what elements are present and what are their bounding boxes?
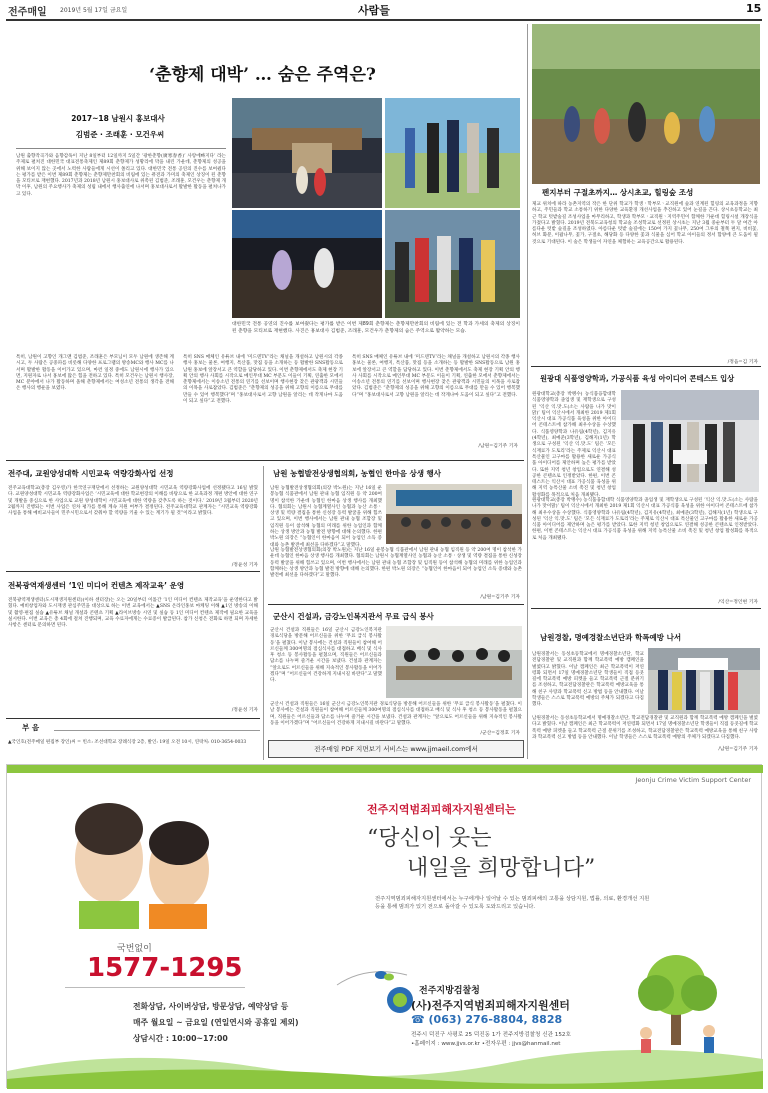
right-mid-body-a: 원광대학교(총장 박맹수) 농식품융합대학 식품영양학과 졸업생 및 재학생으로 구성된 ‘익산 익.맛.도(소는 사람을 나가 맛이맑)’ 팀이 익산시에서 개최한 2019 제1회 익산시 대표 가공식품 육성을 위한 아이디어 콘테스트에 참가해 최우수상을 수상했다. 식품영양학과 나유림(4학년), 김지유(4학년), 최예준(3학년), 김해지(1년) 학생으로 구성된 ‘익산 익.맛.도’ 팀은 ‘모든 식재료가 도토리’라는 주제로 익산시 대표 특산물인 고구마를 활용한 새로운 가공식품 아이디어를 제안하며 높은 평가를 받았다. 또한 지역 청년 창업으로도 연결해 성공한 콘텐츠로 인정받았다. 한편, 이번 콘테스트는 익산시 대표 가공식품 육성을 위해 지역 농특산물 소비 촉진 및 청년 창업 활성화를 목적으로 처음 개최됐다. (532, 392, 616, 498)
mid-left-body-2: 전북광역재생센터(도시재생지원센터)(이하 센터장)는 오는 20일부터 이틀간 ‘1인 미디어 컨텐츠 제작교육’을 운영한다고 밝혔다. 예비창업자와 도시재생 관심주민을 대상으로 하는 이번 교육에서는 ▲SNS 온라인홍보 마케팅 이해 ▲1인 방송의 이해 및 촬영·편집 실습 ▲유튜브 채널 개설과 콘텐츠 기획 ▲라이브방송 시연 및 실습 등 1인 미디어 컨텐츠 제작에 필요한 교육을 실시한다. 이번 교육은 총 4회에 걸쳐 진행되며, 교육 수료자에게는 수료증이 발급된다. 참가 신청은 전화로 하면 되며 자세한 사항은 센터로 문의하면 된다. (8, 598, 258, 629)
masthead-paper: 전주매일 (8, 7, 47, 18)
masthead-date: 2019년 5월 17일 금요일 (60, 7, 128, 14)
photo-free-meal (386, 626, 522, 698)
mid-left-title-2: 전북광역재생센터 ‘1인 미디어 컨텐츠 제작교육’ 운영 (8, 581, 185, 590)
right-mid-rule (531, 608, 761, 609)
right-bottom-title: 남원경찰, 명예경찰소년단과 학폭예방 나서 (540, 633, 682, 642)
mid-left-title-1: 전주대, 교원양성대학 시민교육 역량강화사업 선정 (8, 469, 174, 478)
ad-web[interactable]: •홈페이지 : www.jjvs.or.kr •전자우편 : jjvs@hanmail.net (411, 1041, 561, 1047)
page-number: 15 (746, 2, 762, 15)
feature-bottom-rule (6, 460, 524, 461)
feature-title: ‘춘향제 대박’ … 숨은 주역은? (149, 65, 376, 85)
ad-description: 전주지역범죄피해자지원센터에서는 누구에게나 일어날 수 있는 범죄피해의 고통을 상담지원, 법률, 의료, 환경개선 지원 등을 통해 범죄가 있기 전으로 돌아갈 수 있도록 도와드리고 있습니다. (375, 896, 650, 910)
mid-center-byline-2: /군산=김정호 기자 (480, 731, 520, 736)
mid-center-body-2b: 군산시 건설과 직원들은 16일 군산시 금강노인복지관 경로식당을 방문해 어르신들을 위한 ‘무료 급식 봉사활동’을 펼쳤다. 이날 봉사에는 건설과 직원들이 참여해 어르신들께 300여명의 점심식사를 대접하고 배식 및 식사 후 청소 등 봉사활동을 펼쳤으며, 직원들은 어르신들과 담소를 나누며 즐거운 시간을 보냈다. 건설과 관계자는 “앞으로도 어르신들을 위해 지속적인 봉사활동을 이어가겠다”며 “어르신들이 건강하게 지내시길 바란다”고 말했다. (270, 702, 522, 726)
feature-subtitle: 2017~18 남원시 홍보대사 (71, 114, 165, 123)
feature-names: 김범준 · 조래훈 · 모건우씨 (75, 130, 165, 139)
photo-chunhyang-stage (232, 98, 382, 208)
mid-left-byline-2: /정윤성 기자 (231, 708, 258, 713)
obit-heading: 부 음 (22, 723, 40, 732)
mid-center-title-2: 군산시 건설과, 금강노인복지관서 무료 급식 봉사 (273, 612, 434, 621)
right-mid-title: 원광대 식품영양학과, 가공식품 육성 아이디어 콘테스트 입상 (540, 374, 735, 383)
right-top-byline: /정읍=김 기자 (727, 360, 758, 365)
section-title: 사람들 (358, 4, 390, 17)
mid-left-rule-1 (6, 571, 260, 572)
right-bottom-body-a: 남원경찰서는 동성초등학교에서 명예경찰소년단, 학교전담경찰관 및 교직원과 함께 학교폭력 예방 캠페인을 벌였다고 밝혔다. 이날 캠페인은 최근 학교폭력이 저연령화 되면서 17일 명예경찰소년단 학생들이 직접 등굣길에 학교폭력 예방 피켓을 들고 학교폭력 근절 분위기를 조성하고, 학교전담경찰관은 학교폭력 예방교육을 통해 친구 사랑과 학교폭력 신고 방법 등을 안내했다. 이날 학생들은 스스로 학교폭력 예방의 주체가 되겠다고 다짐했다. (532, 652, 644, 708)
right-bottom-body-b: 남원경찰서는 동성초등학교에서 명예경찰소년단, 학교전담경찰관 및 교직원과 함께 학교폭력 예방 캠페인을 벌였다고 밝혔다. 이날 캠페인은 최근 학교폭력이 저연령화 되면서 17일 명예경찰소년단 학생들이 직접 등굣길에 학교폭력 예방 피켓을 들고 학교폭력 근절 분위기를 조성하고, 학교전담경찰관은 학교폭력 예방교육을 통해 친구 사랑과 학교폭력 신고 방법 등을 안내했다. 이날 학생들은 스스로 학교폭력 예방의 주체가 되겠다고 다짐했다. (532, 716, 758, 740)
feature-sub-rule (16, 148, 226, 149)
feature-byline: /남원=김기주 기자 (478, 444, 518, 449)
mid-center-body-2a: 군산시 건설과 직원들은 16일 군산시 금강노인복지관 경로식당을 방문해 어르신들을 위한 ‘무료 급식 봉사활동’을 펼쳤다. 이날 봉사에는 건설과 직원들이 참여해 어르신들께 300여명의 점심식사를 대접하고 배식 및 식사 후 청소 등 봉사활동을 펼쳤으며, 직원들은 어르신들과 담소를 나누며 즐거운 시간을 보냈다. 건설과 관계자는 “앞으로도 어르신들을 위해 지속적인 봉사활동을 이어가겠다”며 “어르신들이 건강하게 지내시길 바란다”고 말했다. (270, 628, 382, 684)
header-rule (6, 19, 762, 21)
photo-performance (232, 210, 382, 318)
ad-hotline[interactable]: 1577-1295 (87, 953, 243, 983)
ad-slogan-2: 내일을 희망합니다” (407, 856, 596, 881)
photo-caption: 대한민국 전통 공연의 진수를 보여줬다는 평가를 받은 이번 제89회 춘향제는 춘향제만찬회의 비림에 있는 전 학과 가세의 축제의 상징이 된 춘향을 모티브로 재현했다. 사진은 홍보대사 김범준, 조래훈, 모건우가 춘향제의 숨은 주역으로 활약하는 모습. (232, 322, 520, 334)
feature-body-3: 특히 SNS 매체인 유튜브 내에 ‘미드덴TV’라는 채널을 개설하고 남원시의 각종 행사 홍보는 물론, 여행지, 특산품, 맛집 등을 소개하는 등 활발한 SNS활동으로 남원 홍보에 앞장서고 큰 역할을 담당하고 있다. 이번 춘향제에서도 축제 현장 기획 안의 행사 사회를 시작으로 메인무대 MC 부문도 이들이 기획, 연출한 모에서 춘향제에서는 이송소년 전통의 연기를 선보이며 행사현장 찾은 관광객과 시민들의 이목을 사로잡았다. 김범준은 “춘향제의 성공을 위해 고향의 이름으로 무대를 만들 수 있어 행복했다”며 “홍보대사로서 고향 남원을 알리는 데 작게나마 도움이 되고 싶다”고 전했다. (183, 355, 343, 405)
ad-center-en: Jeonju Crime Victim Support Center (635, 776, 751, 784)
photo-nonghyup-event (386, 484, 522, 544)
ad-hotline-underline (65, 987, 245, 988)
ad-service-1: 전화상담, 사이버상담, 방문상담, 예약상담 등 (133, 1002, 289, 1011)
ad-phone[interactable]: ☎ (063) 276-8804, 8828 (411, 1013, 563, 1026)
ad-service-3: 상담시간 : 10:00~17:00 (133, 1034, 228, 1043)
right-top-rule (531, 366, 761, 367)
ad-org-title: 전주지역범죄피해자지원센터는 (367, 803, 516, 816)
pdf-notice-box[interactable] (268, 740, 524, 758)
feature-body-2: 특히, 남원이 고향인 개그맨 김범준, 조래훈은 부모님이 모두 남원에 생존해 계시고, 두 사람은 공중파를 비롯해 다양한 프로그램의 방송MC와 행사 MC를 나서며 활발한 활동을 이어가고 있으며, 마련 일정 중에도 남원시에 행사가 있으면, 지원자로 나서 홍보에 많은 힘을 전하고 있다. 특히 모건우는 남원시 행사장, MC 분야에서 나가 활동하며 올해 춘향제에서는 여성소년 전통의 생각을 전해 온 행사의 행운을 보였다. (16, 355, 175, 392)
ad-tree-illustration (611, 945, 741, 1055)
mid-center-rule-1 (268, 604, 524, 605)
ad-org-name: (사)전주지역범죄피해자지원센터 (411, 999, 570, 1012)
mid-center-body-1b: 남원 농협발전상생협의회(의장 박노원)는 지난 16일 운봉농협 식품관에서 남원 관내 농협 임직원 등 약 200여 명이 참석한 가운데 농협인 한마음 상생 행사를 개최했다. 협의회는 남원시 농협계열사인 농협과 농산 소통ㆍ상생 및 역량 결집을 통한 신성장 동력 발굴을 위해 힘쓰고 있으며, 이번 행사에서는 남원 관내 농협 조합장 및 임직원 등이 참석해 농협의 미래를 위한 농업인과 함께하는 상생 방안과 농협 발전 방향에 대해 논의했다. 한편 박노원 의장은 “농협인이 한마음이 되어 농업인 소득 증대와 농촌 발전에 최선을 다하겠다”고 말했다. (270, 548, 522, 579)
mid-center-body-1a: 남원 농협발전상생협의회(의장 박노원)는 지난 16일 운봉농협 식품관에서 남원 관내 농협 임직원 등 약 200여 명이 참석한 가운데 농협인 한마음 상생 행사를 개최했다. 협의회는 남원시 농협계열사인 농협과 농산 소통ㆍ상생 및 역량 결집을 통한 신성장 동력 발굴을 위해 힘쓰고 있으며, 이번 행사에서는 남원 관내 농협 조합장 및 임직원 등이 참석해 농협의 미래를 위한 농업인과 함께하는 상생 방안과 농협 발전 방향에 대해 논의했다. 한편 박노원 의장은 “농협인이 한마음이 되어 농업인 소득 증대와 농촌 발전에 최선을 다하겠다”고 말했다. (270, 486, 382, 548)
right-top-title: 펜지부터 구절초까지… 상시초교, 힐링숲 조성 (542, 188, 694, 197)
ad-slogan-1: “당신이 웃는 (367, 826, 492, 851)
ad-banner[interactable] (6, 764, 762, 1088)
mid-left-body-1: 전주교육대학교(총장 김우영)가 한국연구재단에서 선정하는 교원양성대학 시민교육 역량강화사업에 선정됐다고 16일 밝혔다. 교원양성대학 시민교육 역량강화사업은 ‘시민교육에 대한 학교현장의 이해를 바탕으로 한 교육과정 개편 방안에 대한 연구 및 개발을 중심으로 한 사업으로 교원 양성대학이 시민교육에 대한 역량을 갖추도록 하는 것이다.’ 2019년 3월부터 2020년 2월까지 진행되는 이번 사업은 연차 평가를 통해 계속 지원 여부가 결정된다. 전주교육대학교 관계자는 “시민교육 역량강화 사업을 통해 예비교사들이 민주시민으로서 갖춰야 할 역량을 키울 수 있는 계기가 될 것”이라고 밝혔다. (8, 486, 258, 517)
ad-people-photo (59, 789, 237, 929)
divider-left-col (263, 466, 264, 760)
right-bottom-byline: /남원=김기주 기자 (718, 747, 758, 752)
ad-address: 전주시 덕진구 사평로 25 덕진동 1가 전주지방검찰청 신관 152호 (411, 1032, 571, 1038)
ad-top-bar (7, 765, 763, 773)
ad-police: 전주지방검찰청 (419, 986, 480, 996)
mid-left-byline-1: /정윤성 기자 (231, 563, 258, 568)
photo-police-campaign (648, 648, 760, 714)
obit-rule (54, 730, 260, 731)
right-mid-body-b: 원광대학교(총장 박맹수) 농식품융합대학 식품영양학과 졸업생 및 재학생으로 구성된 ‘익산 익.맛.도(소는 사람을 나가 맛이맑)’ 팀이 익산시에서 개최한 2019 제1회 익산시 대표 가공식품 육성을 위한 아이디어 콘테스트에 참가해 최우수상을 수상했다. 식품영양학과 나유림(4학년), 김지유(4학년), 최예준(3학년), 김해지(1년) 학생으로 구성된 ‘익산 익.맛.도’ 팀은 ‘모든 식재료가 도토리’라는 주제로 익산시 대표 특산물인 고구마를 활용한 새로운 가공식품 아이디어를 제안하며 높은 평가를 받았다. 또한 지역 청년 창업으로도 연결해 성공한 콘텐츠로 인정받았다. 한편, 이번 콘테스트는 익산시 대표 가공식품 육성을 위해 지역 농특산물 소비 촉진 및 청년 창업 활성화를 목적으로 처음 개최됐다. (532, 498, 758, 541)
pdf-notice-text: 전주매일 PDF 지면보기 서비스는 www.jjmaeil.com에서 (314, 745, 478, 753)
mid-center-title-1: 남원 농협발전상생협의회, 농협인 한마음 상생 행사 (273, 469, 442, 478)
right-top-body: 제교 위치에 따라 농촌지역의 작은 한 단위 학교가 학생ㆍ학부모ㆍ교직원에 숲과 연계된 힐링의 교육과정을 지향하고, 주민들과 학교 소통하기 위한 다양한 교육환경 개선사업을 추진하고 있어 눈길을 끈다. 상시초등학교는 최근 학교 텃밭숲길 조성사업을 마무리하고, 학생과 학부모ㆍ교직원ㆍ지역주민이 함께한 가운데 힐링시설 개장식을 가졌다고 밝혔다. 2019년 전북도교육청의 학교숲 조성학교로 선정된 상시초는 지난 3월 중순부터 두 달 여간 아름다운 텃밭 숲길을 조성하였다. 아름다운 텃밭 숲길에는 150여 가지 꽃나무, 250여 그루의 철쭉 편지, 비비꽃, 허브 화분, 이팝나무, 꽃가, 구절초, 해당화 등 다양한 꽃과 식물을 심어 학교 아이들의 정서 함양에 큰 도움이 될 것으로 기대된다. 이 숲은 학생들이 자연을 체험하는 교육공간으로 활용된다. (532, 202, 758, 245)
ad-service-2: 매주 월요일 ~ 금요일 (연일연시와 공휴일 제외) (133, 1018, 299, 1027)
photo-school-garden (532, 24, 760, 184)
mid-center-byline-1: /남원=김기주 기자 (480, 595, 520, 600)
divider-right-col (527, 24, 528, 759)
obit-text: ▲국인호(전주매일 편집부 장인)씨 = 빈소: 조선대학교 장례식장 2층, 발인: 19일 오전 10시, 연락처: 010-3654-0033 (8, 740, 247, 745)
feature-body-4: 특히 SNS 매체인 유튜브 내에 ‘미드덴TV’라는 채널을 개설하고 남원시의 각종 행사 홍보는 물론, 여행지, 특산품, 맛집 등을 소개하는 등 활발한 SNS활동으로 남원 홍보에 앞장서고 큰 역할을 담당하고 있다. 이번 춘향제에서도 축제 현장 기획 안의 행사 사회를 시작으로 메인무대 MC 부문도 이들이 기획, 연출한 모에서 춘향제에서는 이송소년 전통의 연기를 선보이며 행사현장 찾은 관광객과 시민들의 이목을 사로잡았다. 김범준은 “춘향제의 성공을 위해 고향의 이름으로 무대를 만들 수 있어 행복했다”며 “홍보대사로서 고향 남원을 알리는 데 작게나마 도움이 되고 싶다”고 전했다. (352, 355, 520, 398)
photo-wonkwang-award (621, 390, 759, 492)
right-mid-byline: /익산=정인현 기자 (718, 600, 758, 605)
photo-mc-group (385, 210, 520, 318)
mid-left-rule-2 (6, 718, 260, 719)
photo-mc-trio (385, 98, 520, 208)
feature-body-1: 남원 출향작곡가와 음향감독이 지난 8일부터 12일까지 5일간 ‘광한춘향(廣寒春香)’ 사랑에빠지다’ 라는 주제로 펼쳐진 대한민국 대표전통축제인 제89회 춘향제가 성황리에 막을 내린 가운데, 춘향제의 성공을 위해 보이지 않는 곳에서 노력한 사람들에게 시선이 쏠리고 있다. 대한민국 전통 공연의 진수를 보여줬다는 평가를 받은 이번 제89회 춘향제는 춘향제만찬회의 비림에 있는 퓨전과 가미의 축제인 상징이 된 춘향을 모티브로 재현했다. 2017년과 2018년 남원시 홍보대사로 위촉된 김범준, 조래훈, 모건우는 춘향제 개막 이후, 남원의 주요행사가 축제의 성립 내에서 행사출연에 나서며 홍보대사로서 활발한 활동을 펼쳐나가고 있다. (16, 154, 226, 197)
ad-hotline-label: 국번없이 (117, 944, 152, 954)
